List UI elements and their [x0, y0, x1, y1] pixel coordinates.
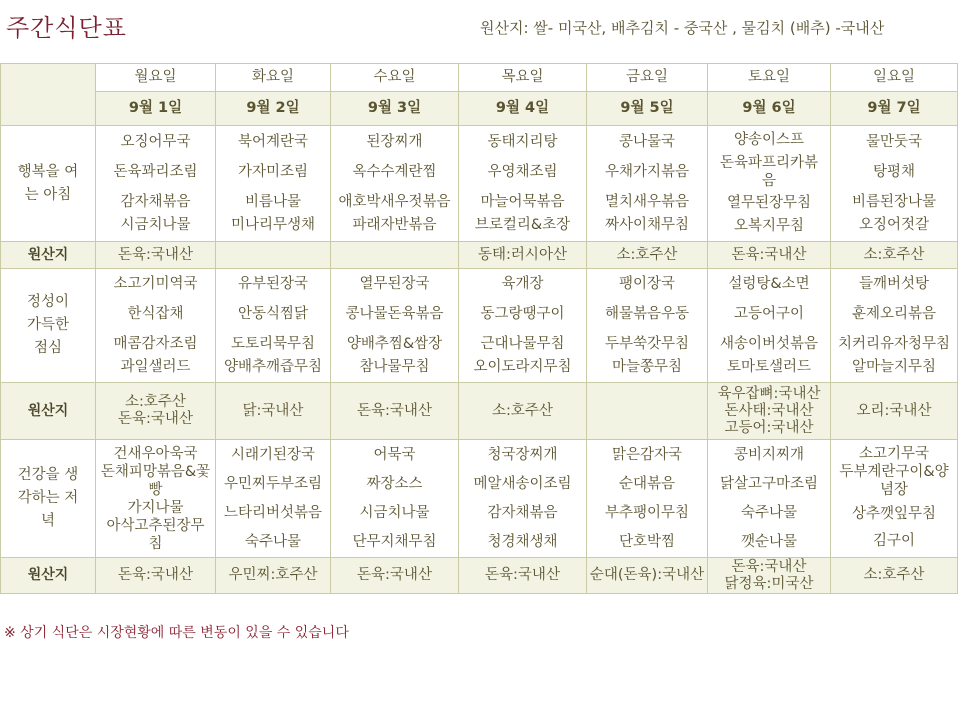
- menu-item: 브로컬리&초장: [474, 216, 571, 233]
- menu-item: 애호박새우젓볶음: [338, 193, 451, 210]
- origin-cell: 소:호주산: [831, 558, 958, 594]
- day-header: 수요일: [331, 64, 459, 92]
- menu-item: 김구이: [872, 532, 916, 549]
- menu-cell: [331, 269, 459, 383]
- menu-item: 안동식찜닭: [237, 305, 309, 322]
- menu-item: 토마토샐러드: [726, 358, 812, 375]
- menu-item: 도토리묵무침: [230, 335, 316, 352]
- origin-cell: 소:호주산: [831, 242, 958, 269]
- menu-cell: [708, 126, 831, 242]
- menu-item: 우민찌두부조림: [223, 475, 323, 492]
- menu-cell: [831, 440, 958, 558]
- menu-cell: [216, 126, 331, 242]
- menu-cell: [96, 440, 216, 558]
- lunch-label: 정성이 가득한 점심: [1, 269, 96, 383]
- origin-cell: 우민찌:호주산: [216, 558, 331, 594]
- origin-cell: 순대(돈육):국내산: [587, 558, 708, 594]
- menu-item: 양배추찜&쌈장: [346, 335, 443, 352]
- menu-item: 양배추깨즙무침: [223, 358, 323, 375]
- menu-item: 두부쑥갓무침: [604, 335, 690, 352]
- menu-cell: [831, 126, 958, 242]
- origin-cell: 오리:국내산: [831, 383, 958, 440]
- origin-cell: 소:호주산 돈육:국내산: [96, 383, 216, 440]
- menu-item: 상추깻잎무침: [851, 505, 937, 522]
- date-header: 9월 1일: [96, 92, 216, 126]
- menu-item: 어묵국: [373, 446, 416, 463]
- lunch-row: [1, 269, 958, 383]
- menu-item: 열무된장무침: [726, 195, 812, 211]
- menu-item: 동그랑땡구이: [480, 305, 565, 322]
- breakfast-label: 행복을 여는 아침: [1, 126, 96, 242]
- dinner-label: 건강을 생각하는 저녁: [1, 440, 96, 558]
- menu-cell: [459, 126, 587, 242]
- page-title: 주간식단표: [6, 14, 127, 42]
- menu-item: 부추팽이무침: [604, 504, 690, 521]
- menu-item: 멸치새우볶음: [604, 193, 690, 210]
- menu-item: 파래자반볶음: [352, 216, 437, 233]
- date-header: 9월 4일: [459, 92, 587, 126]
- menu-item: 돈채피망볶음&꽃빵: [100, 463, 211, 498]
- menu-item: 깻순나물: [740, 533, 798, 550]
- menu-cell: [587, 269, 708, 383]
- origin-cell: 돈육:국내산: [331, 558, 459, 594]
- date-header-row: [1, 92, 958, 126]
- origin-cell: [331, 242, 459, 269]
- menu-item: 감자채볶음: [487, 504, 558, 521]
- table-corner: [1, 64, 96, 126]
- menu-cell: [96, 126, 216, 242]
- menu-item: 콩비지찌개: [733, 446, 805, 463]
- origin-cell: 동태:러시아산: [459, 242, 587, 269]
- menu-item: 비름된장나물: [851, 193, 937, 210]
- menu-item: 마늘쫑무침: [611, 358, 683, 375]
- origin-label: 원산지: [1, 383, 96, 440]
- menu-item: 마늘어묵볶음: [480, 193, 565, 210]
- menu-item: 된장찌개: [366, 133, 423, 150]
- menu-item: 미나리무생채: [230, 216, 316, 233]
- menu-item: 감자채볶음: [120, 193, 191, 210]
- menu-item: 시래기된장국: [230, 446, 316, 463]
- menu-cell: [831, 269, 958, 383]
- menu-item: 단호박찜: [618, 533, 676, 550]
- menu-item: 양송이스프: [733, 132, 805, 148]
- lunch-origin-row: [1, 383, 958, 440]
- menu-item: 오징어무국: [120, 133, 191, 150]
- footnote: ※ 상기 식단은 시장현황에 따른 변동이 있을 수 있습니다: [4, 625, 349, 641]
- menu-item: 건새우아욱국: [113, 445, 198, 462]
- menu-item: 한식잡채: [127, 305, 184, 322]
- day-header: 월요일: [96, 64, 216, 92]
- menu-item: 육개장: [501, 275, 544, 292]
- menu-item: 근대나물무침: [480, 335, 565, 352]
- day-header: 화요일: [216, 64, 331, 92]
- menu-item: 가지나물: [127, 499, 184, 516]
- menu-cell: [331, 440, 459, 558]
- origin-cell: 돈육:국내산: [708, 242, 831, 269]
- menu-item: 우채가지볶음: [604, 163, 690, 180]
- origin-cell: 소:호주산: [459, 383, 587, 440]
- menu-item: 맑은감자국: [611, 446, 683, 463]
- origin-cell: [216, 242, 331, 269]
- weekly-menu-table: [0, 63, 958, 594]
- menu-item: 오징어젓갈: [858, 216, 930, 233]
- menu-item: 새송이버섯볶음: [719, 335, 819, 352]
- menu-item: 비름나물: [244, 193, 302, 210]
- menu-cell: [216, 269, 331, 383]
- menu-item: 짜장소스: [366, 475, 423, 492]
- menu-cell: [708, 440, 831, 558]
- menu-item: 메알새송이조림: [473, 475, 572, 492]
- menu-item: 숙주나물: [244, 533, 302, 550]
- menu-item: 열무된장국: [359, 275, 430, 292]
- origin-cell: 돈육:국내산 닭정육:미국산: [708, 558, 831, 594]
- menu-item: 돈육파프리카볶음: [719, 155, 819, 189]
- menu-item: 짜사이채무침: [604, 216, 690, 233]
- menu-item: 콩나물돈육볶음: [345, 305, 444, 322]
- menu-item: 소고기미역국: [113, 275, 198, 292]
- menu-item: 시금치나물: [359, 504, 430, 521]
- menu-item: 치커리유자청무침: [837, 335, 951, 352]
- menu-item: 탕평채: [872, 163, 916, 180]
- menu-cell: [708, 269, 831, 383]
- menu-item: 닭살고구마조림: [719, 475, 819, 492]
- menu-item: 매콤감자조림: [113, 335, 198, 352]
- menu-item: 청국장찌개: [487, 446, 558, 463]
- menu-item: 팽이장국: [618, 275, 676, 292]
- menu-item: 오복지무침: [733, 218, 805, 234]
- origin-cell: 소:호주산: [587, 242, 708, 269]
- origin-cell: 돈육:국내산: [96, 558, 216, 594]
- menu-item: 청경채생채: [487, 533, 558, 550]
- menu-item: 단무지채무침: [352, 533, 437, 550]
- dinner-row: [1, 440, 958, 558]
- menu-cell: [331, 126, 459, 242]
- menu-item: 가자미조림: [237, 163, 309, 180]
- day-header: 금요일: [587, 64, 708, 92]
- origin-cell: 돈육:국내산: [96, 242, 216, 269]
- date-header: 9월 7일: [831, 92, 958, 126]
- menu-item: 북어계란국: [237, 133, 309, 150]
- menu-item: 훈제오리볶음: [851, 305, 937, 322]
- date-header: 9월 6일: [708, 92, 831, 126]
- origin-cell: 돈육:국내산: [459, 558, 587, 594]
- menu-cell: [459, 440, 587, 558]
- date-header: 9월 2일: [216, 92, 331, 126]
- menu-item: 우영채조림: [487, 163, 558, 180]
- date-header: 9월 5일: [587, 92, 708, 126]
- origin-cell: 돈육:국내산: [331, 383, 459, 440]
- menu-cell: [216, 440, 331, 558]
- menu-item: 들깨버섯탕: [858, 275, 930, 292]
- menu-item: 느타리버섯볶음: [223, 504, 323, 521]
- menu-item: 물만둣국: [865, 133, 923, 150]
- day-header: 목요일: [459, 64, 587, 92]
- dinner-origin-row: [1, 558, 958, 594]
- origin-cell: [587, 383, 708, 440]
- origin-cell: 닭:국내산: [216, 383, 331, 440]
- menu-item: 설렁탕&소면: [728, 275, 810, 292]
- menu-item: 참나물무침: [359, 358, 430, 375]
- menu-item: 과일샐러드: [120, 358, 191, 375]
- menu-item: 옥수수계란찜: [352, 163, 437, 180]
- menu-item: 콩나물국: [618, 133, 676, 150]
- menu-item: 순대볶음: [618, 475, 676, 492]
- menu-item: 유부된장국: [237, 275, 309, 292]
- menu-item: 고등어구이: [733, 305, 805, 322]
- menu-item: 동태지리탕: [487, 133, 558, 150]
- menu-item: 아삭고추된장무침: [106, 517, 205, 552]
- menu-cell: [587, 440, 708, 558]
- menu-item: 시금치나물: [120, 216, 191, 233]
- origin-label: 원산지: [1, 558, 96, 594]
- menu-item: 오이도라지무침: [473, 358, 572, 375]
- menu-cell: [96, 269, 216, 383]
- origin-label: 원산지: [1, 242, 96, 269]
- origin-note: 원산지: 쌀- 미국산, 배추김치 - 중국산 , 물김치 (배추) -국내산: [480, 19, 885, 37]
- menu-item: 소고기무국: [858, 445, 930, 462]
- menu-cell: [587, 126, 708, 242]
- menu-item: 돈육꽈리조림: [113, 163, 198, 180]
- menu-item: 숙주나물: [740, 504, 798, 521]
- menu-item: 알마늘지무침: [851, 358, 937, 375]
- menu-item: 해물볶음우동: [604, 305, 690, 322]
- breakfast-row: [1, 126, 958, 242]
- day-header: 일요일: [831, 64, 958, 92]
- day-header-row: [1, 64, 958, 92]
- origin-cell: 육우잡뼈:국내산 돈사태:국내산 고등어:국내산: [708, 383, 831, 440]
- menu-item: 두부계란구이&양념장: [839, 463, 949, 498]
- menu-cell: [459, 269, 587, 383]
- day-header: 토요일: [708, 64, 831, 92]
- breakfast-origin-row: [1, 242, 958, 269]
- date-header: 9월 3일: [331, 92, 459, 126]
